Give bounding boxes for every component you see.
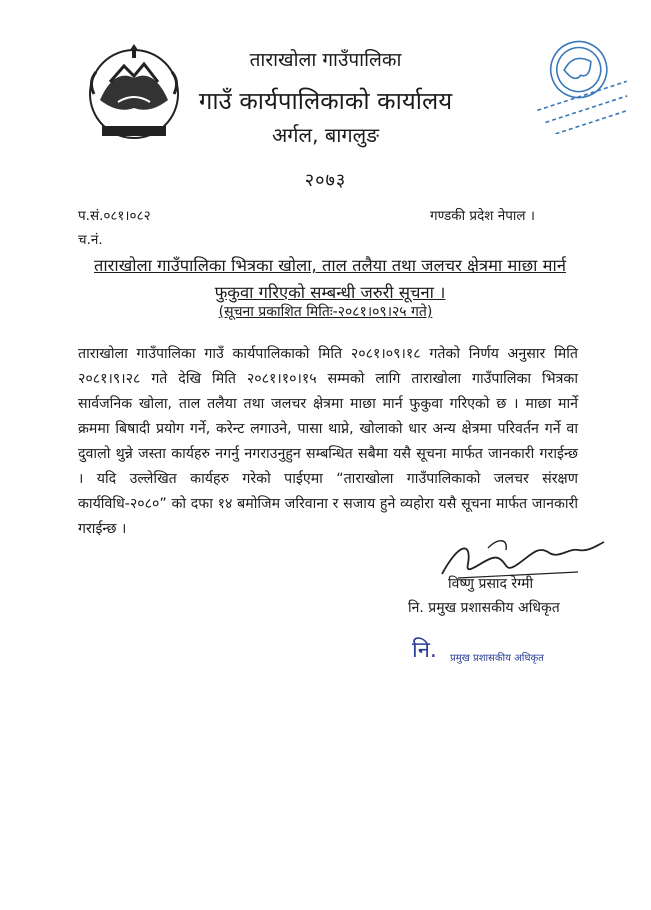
- province-label: गण्डकी प्रदेश नेपाल ।: [430, 208, 535, 224]
- header-municipality-name: ताराखोला गाउँपालिका: [249, 49, 402, 71]
- notice-subject-line2: फुकुवा गरिएको सम्बन्धी जरुरी सूचना ।: [214, 283, 446, 302]
- publication-date-text: (सूचना प्रकाशित मितिः-२०८१।०९।२५ गते): [218, 304, 433, 320]
- dispatch-number: च.नं.: [78, 232, 103, 248]
- notice-subject: [40, 252, 620, 306]
- signatory-title: नि. प्रमुख प्रशासकीय अधिकृत: [408, 600, 560, 616]
- office-seal-stamp-icon: [524, 26, 634, 134]
- reference-number: प.सं.०८१।०८२: [78, 208, 151, 224]
- notice-subject-line1: ताराखोला गाउँपालिका भित्रका खोला, ताल तलैया तथा जलचर क्षेत्रमा माछा मार्न: [94, 256, 566, 275]
- header-address: अर्गल, बागलुङ: [272, 123, 379, 147]
- notice-body: ताराखोला गाउँपालिका गाउँ कार्यपालिकाको मिति २०८१।०९।१८ गतेको निर्णय अनुसार मिति २०८१।९।२८ गते देखि मिति २०८१।१०।१५ सम्मको लागि ताराखोला गाउँपालिका भित्रका सार्वजनिक खोला, ताल तलैया तथा जलचर क्षेत्रमा माछा मार्न फुकुवा गरिएको छ । माछा मार्ने क्रममा बिषादी प्रयोग गर्ने, करेन्ट लगाउने, पासा थाप्ने, खोलाको धार अन्य क्षेत्रमा परिवर्तन गर्ने वा दुवालो थुन्ने जस्ता कार्यहरु नगर्नु नगराउनुहुन सम्बन्धित सबैमा यसै सूचना मार्फत जानकारी गराईन्छ । यदि उल्लेखित कार्यहरु गरेको पाईएमा “ताराखोला गाउँपालिकाको जलचर संरक्षण कार्यविधि-२०८०” को दफा १४ बमोजिम जरिवाना र सजाय हुने व्यहोरा यसै सूचना मार्फत जानकारी गराईन्छ ।: [78, 346, 578, 537]
- signatory-name: विष्णु प्रसाद रेग्मी: [448, 576, 534, 592]
- stamp-text: प्रमुख प्रशासकीय अधिकृत: [450, 653, 544, 664]
- publication-date: [0, 302, 651, 321]
- designation-stamp: [410, 634, 570, 666]
- header-establishment-year: २०७३: [304, 170, 347, 191]
- stamp-prefix: नि.: [412, 638, 437, 663]
- header-office-name: गाउँ कार्यपालिकाको कार्यालय: [198, 87, 453, 115]
